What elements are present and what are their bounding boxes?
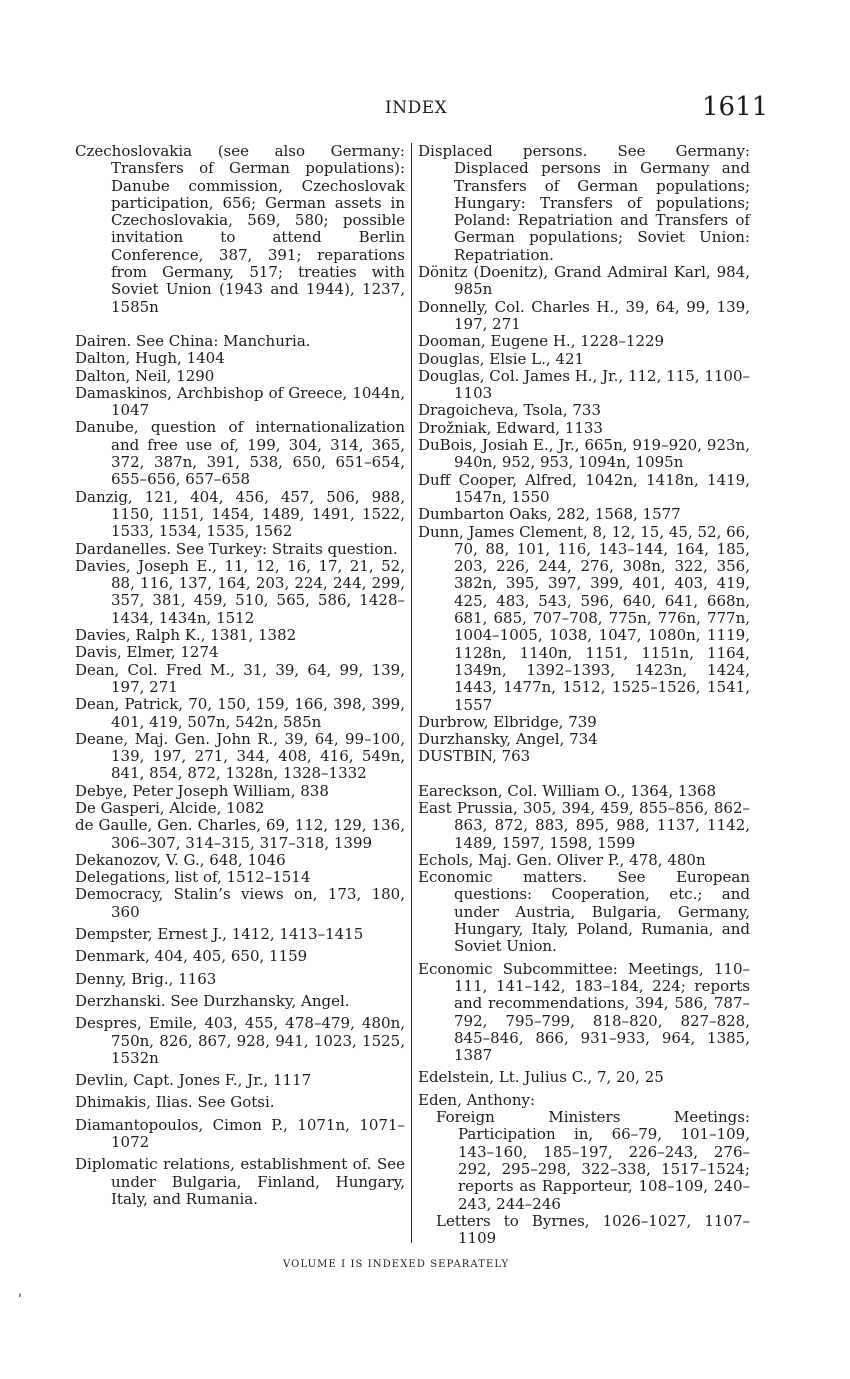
index-entry: Denny, Brig., 1163 [75,969,217,988]
index-entry: Danzig, 121, 404, 456, 457, 506, 988, 1150, 1151, 1454, 1489, 1491, 1522, 1533, 1534, 1535, 1562 [75,487,405,541]
page-number: 1611 [702,92,769,122]
index-entry: Displaced persons. See Germany: Displaced persons in Germany and Transfers of German populations; Hungary: Transfers of populations; Poland: Repatriation and Transfers of German populations; Soviet Union: Repatriation. [418,142,750,264]
index-entry: Douglas, Elsie L., 421 [418,349,585,368]
index-entry: Davis, Elmer, 1274 [75,643,219,662]
index-entry: De Gasperi, Alcide, 1082 [75,798,265,817]
index-entry: Dalton, Neil, 1290 [75,366,215,385]
index-entry: Dairen. See China: Manchuria. [75,331,311,350]
index-entry: Dardanelles. See Turkey: Straits question. [75,539,398,558]
column-divider [411,143,412,1243]
index-entry: Democracy, Stalin’s views on, 173, 180, 360 [75,885,405,921]
index-entry: Diamantopoulos, Cimon P., 1071n, 1071–1072 [75,1115,405,1152]
index-entry: Devlin, Capt. Jones F., Jr., 1117 [75,1071,312,1090]
index-entry: Donnelly, Col. Charles H., 39, 64, 99, 139, 197, 271 [418,297,750,333]
index-entry: Dumbarton Oaks, 282, 1568, 1577 [418,505,681,524]
index-entry: Dekanozov, V. G., 648, 1046 [75,850,286,869]
index-entry: DUSTBIN, 763 [418,747,531,766]
index-entry: Eareckson, Col. William O., 1364, 1368 [418,781,717,800]
index-entry: Durbrow, Elbridge, 739 [418,712,597,731]
index-entry: Dempster, Ernest J., 1412, 1413–1415 [75,925,364,944]
index-entry: DuBois, Josiah E., Jr., 665n, 919–920, 923n, 940n, 952, 953, 1094n, 1095n [418,436,750,472]
index-entry: Davies, Ralph K., 1381, 1382 [75,626,297,645]
index-entry: de Gaulle, Gen. Charles, 69, 112, 129, 136, 306–307, 314–315, 317–318, 1399 [75,816,405,852]
running-header: INDEX [385,98,448,118]
index-entry: Dhimakis, Ilias. See Gotsi. [75,1093,275,1112]
index-entry: Dean, Patrick, 70, 150, 159, 166, 398, 399, 401, 419, 507n, 542n, 585n [75,695,405,731]
index-entry: Edelstein, Lt. Julius C., 7, 20, 25 [418,1068,664,1087]
index-entry: Czechoslovakia (see also Germany: Transfers of German populations): Danube commission, Czechoslovak participation, 656; German assets in Czechoslovakia, 569, 580; possible invitation to attend Berlin Conference, 387, 391; reparations from Germany, 517; treaties with Soviet Union (1943 and 1944), 1237, 1585n [75,142,405,316]
index-entry: Dragoicheva, Tsola, 733 [418,401,602,420]
margin-mark: ʹ [18,1293,22,1309]
index-column-right [418,143,750,1247]
footer-note: VOLUME I IS INDEXED SEPARATELY [283,1259,510,1270]
index-entry: Douglas, Col. James H., Jr., 112, 115, 1100–1103 [418,366,750,403]
index-entry: Duff Cooper, Alfred, 1042n, 1418n, 1419, 1547n, 1550 [418,470,750,506]
index-entry: Economic Subcommittee: Meetings, 110–111, 141–142, 183–184, 224; reports and recommendations, 394, 586, 787–792, 795–799, 818–820, 827–828, 845–846, 866, 931–933, 964, 1385, 1387 [418,959,750,1065]
index-subentry: Foreign Ministers Meetings: Participation in, 66–79, 101–109, 143–160, 185–197, 226–243, 276–292, 295–298, 322–338, 1517–1524; reports as Rapporteur, 108–109, 240–243, 244–246 [436,1108,750,1213]
index-entry: Drožniak, Edward, 1133 [418,418,603,437]
index-entry: Debye, Peter Joseph William, 838 [75,781,329,800]
index-entry: Denmark, 404, 405, 650, 1159 [75,947,308,966]
index-entry: Danube, question of internationalization and free use of, 199, 304, 314, 365, 372, 387n, 391, 538, 650, 651–654, 655–656, 657–658 [75,418,405,489]
index-entry: Durzhansky, Angel, 734 [418,730,598,749]
index-entry: Economic matters. See European questions: Cooperation, etc.; and under Austria, Bulgaria, Germany, Hungary, Italy, Poland, Rumania, and Soviet Union. [418,868,750,956]
index-entry: Davies, Joseph E., 11, 12, 16, 17, 21, 52, 88, 116, 137, 164, 203, 224, 244, 299, 357, 381, 459, 510, 565, 586, 1428–1434, 1434n, 1512 [75,556,405,627]
index-entry: Despres, Emile, 403, 455, 478–479, 480n, 750n, 826, 867, 928, 941, 1023, 1525, 1532n [75,1014,405,1067]
index-entry: East Prussia, 305, 394, 459, 855–856, 862–863, 872, 883, 895, 988, 1137, 1142, 1489, 1597, 1598, 1599 [418,798,750,852]
index-entry: Derzhanski. See Durzhansky, Angel. [75,991,350,1010]
index-entry: Dalton, Hugh, 1404 [75,349,225,368]
index-entry: Deane, Maj. Gen. John R., 39, 64, 99–100, 139, 197, 271, 344, 408, 416, 549n, 841, 854, 872, 1328n, 1328–1332 [75,729,405,783]
index-entry: Damaskinos, Archbishop of Greece, 1044n, 1047 [75,383,405,420]
index-entry: Delegations, list of, 1512–1514 [75,868,311,887]
index-column-left [75,143,405,1208]
index-entry: Eden, Anthony: [418,1090,536,1109]
index-entry: Diplomatic relations, establishment of. See under Bulgaria, Finland, Hungary, Italy, and Rumania. [75,1155,405,1208]
index-subentry: Letters to Byrnes, 1026–1027, 1107–1109 [436,1211,750,1248]
index-entry: Dean, Col. Fred M., 31, 39, 64, 99, 139, 197, 271 [75,660,405,696]
index-entry: Dunn, James Clement, 8, 12, 15, 45, 52, 66, 70, 88, 101, 116, 143–144, 164, 185, 203, 226, 244, 276, 308n, 322, 356, 382n, 395, 397, 399, 401, 403, 419, 425, 483, 543, 596, 640, 641, 668n, 681, 685, 707–708, 775n, 776n, 777n, 1004–1005, 1038, 1047, 1080n, 1119, 1128n, 1140n, 1151, 1151n, 1164, 1349n, 1392–1393, 1423n, 1424, 1443, 1477n, 1512, 1525–1526, 1541, 1557 [418,522,750,714]
index-entry: Dooman, Eugene H., 1228–1229 [418,332,665,351]
index-entry: Echols, Maj. Gen. Oliver P., 478, 480n [418,850,706,869]
index-entry: Dönitz (Doenitz), Grand Admiral Karl, 984, 985n [418,263,750,299]
